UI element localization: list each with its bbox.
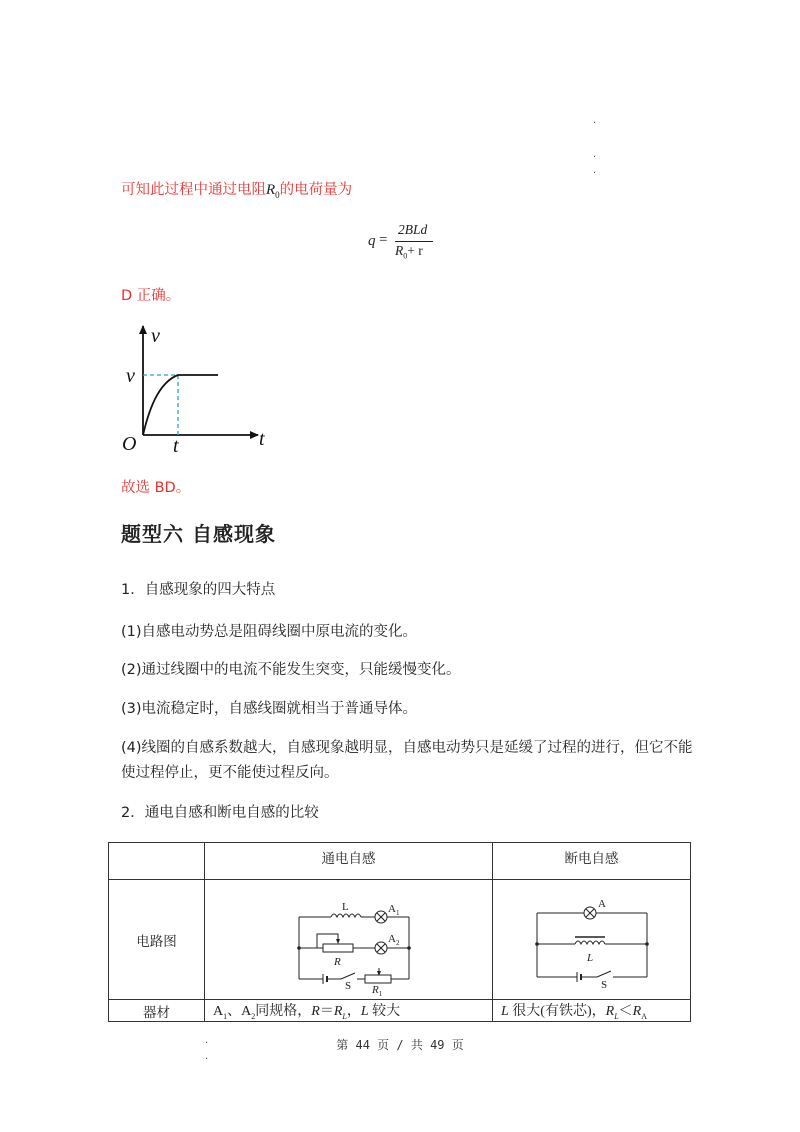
r0-symbol: $R_0$ — [266, 182, 280, 200]
t-mark-label: t — [173, 435, 179, 457]
paragraph-6: 2．通电自感和断电自感的比较 — [121, 805, 319, 821]
paragraph-5-line-2: 使过程停止，更不能使过程反向。 — [121, 765, 339, 781]
fraction-bar — [395, 241, 433, 242]
origin-label: O — [122, 433, 137, 455]
row-label-circuit: 电路图 — [109, 880, 205, 1000]
stray-dot: . — [593, 149, 597, 160]
table-row-equipment — [109, 1000, 691, 1022]
equipment-on-cell: $A_1$、$A_2$同规格，$R=R_L$，L 较大 — [205, 1000, 493, 1022]
velocity-time-graph — [118, 320, 288, 460]
label-l: L — [341, 901, 349, 913]
formula-denominator: $R_0+ r$ — [395, 243, 423, 261]
v-mark-label: v — [126, 365, 135, 387]
rheostat-r1-symbol — [365, 975, 391, 983]
section-heading: 题型六 自感现象 — [121, 522, 276, 546]
charge-formula — [368, 224, 448, 264]
t-axis-label: t — [259, 428, 265, 450]
label-a1: $A_1$ — [387, 903, 399, 917]
stray-dot: . — [593, 165, 597, 176]
current-page-number: 44 — [355, 1038, 370, 1052]
table-header-row — [109, 843, 691, 880]
paragraph-1: 1．自感现象的四大特点 — [121, 582, 276, 598]
d-correct-text: D 正确。 — [121, 288, 181, 304]
label-s: S — [600, 978, 607, 991]
header-on-self-induction: 通电自感 — [205, 843, 493, 880]
comparison-table — [108, 842, 691, 1022]
formula-eq: = — [379, 232, 388, 248]
circuit-on-diagram — [279, 892, 419, 998]
stray-dot: . — [593, 115, 597, 126]
paragraph-4: (3)电流稳定时，自感线圈就相当于普通导体。 — [121, 701, 418, 717]
label-s: S — [344, 980, 351, 992]
paragraph-2: (1)自感电动势总是阻碍线圈中原电流的变化。 — [121, 624, 418, 640]
rheostat-r-symbol — [323, 944, 353, 952]
header-empty-cell — [109, 843, 205, 880]
table-row-circuit — [109, 880, 691, 1000]
label-l: L — [586, 951, 593, 964]
inductor-l-symbol — [575, 941, 605, 944]
label-a: A — [597, 897, 606, 910]
page-footer: 第 44 页 / 共 49 页 — [336, 1038, 464, 1052]
label-a2: $A_2$ — [387, 933, 399, 947]
stray-dot: . — [205, 1035, 209, 1046]
formula-lhs: q — [368, 233, 376, 249]
equipment-off-cell: L 很大(有铁芯)，$R_L<R_A$ — [493, 1000, 691, 1022]
label-r1: $R_1$ — [371, 984, 382, 998]
switch-s-symbol — [341, 973, 355, 979]
circuit-off-cell — [493, 880, 691, 1000]
paragraph-3: (2)通过线圈中的电流不能发生突变，只能缓慢变化。 — [121, 662, 461, 678]
circuit-off-diagram — [527, 895, 657, 991]
header-off-self-induction: 断电自感 — [493, 843, 691, 880]
formula-numerator: 2BLd — [398, 222, 428, 237]
answer-text: 故选 BD。 — [121, 480, 191, 496]
stray-dot: . — [205, 1051, 209, 1062]
label-r: R — [333, 956, 341, 968]
velocity-curve — [143, 375, 218, 435]
switch-s-symbol — [597, 971, 611, 977]
total-page-count: 49 — [430, 1038, 445, 1052]
paragraph-5-line-1: (4)线圈的自感系数越大，自感现象越明显，自感电动势只是延缓了过程的进行，但它不能 — [121, 740, 693, 756]
inductor-l-symbol — [331, 914, 361, 917]
row-label-equipment: 器材 — [109, 1000, 205, 1022]
v-axis-label: v — [151, 325, 160, 347]
charge-text: 可知此过程中通过电阻$R_0$的电荷量为 — [121, 182, 353, 200]
circuit-on-cell — [205, 880, 493, 1000]
